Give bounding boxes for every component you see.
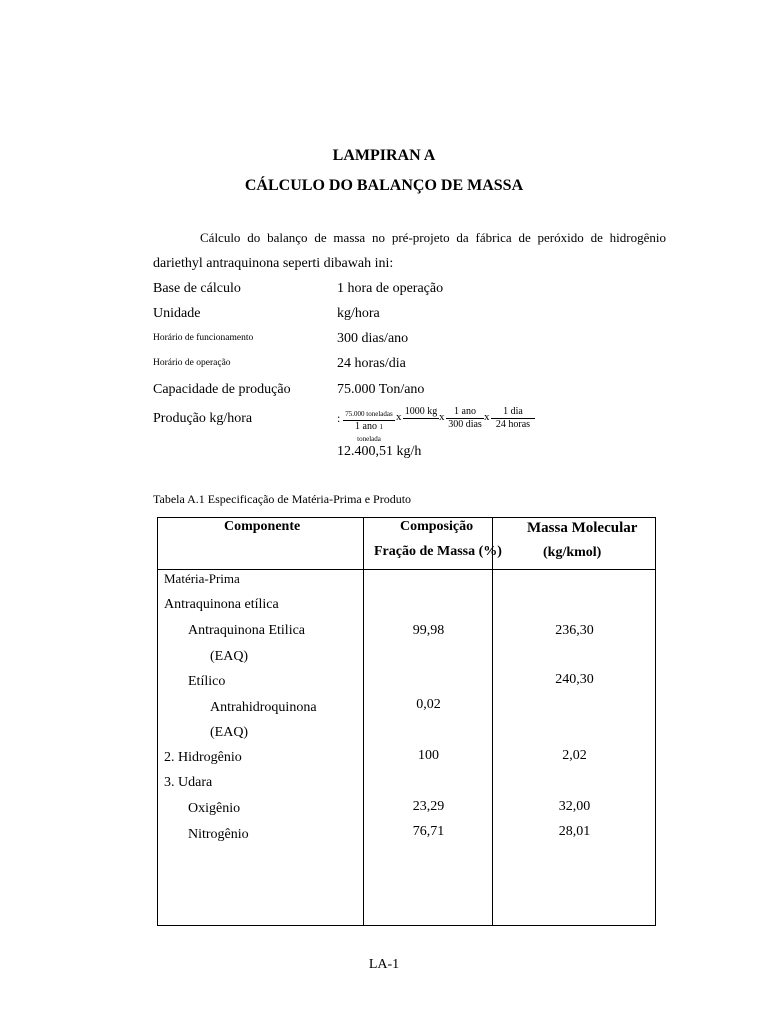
param-value-funcionamento: 300 dias/ano xyxy=(337,331,409,346)
massa-value: 240,30 xyxy=(555,672,594,687)
massa-column xyxy=(493,570,656,926)
fraction-capacity-den-b: 1 tonelada xyxy=(357,423,383,443)
list-item: Antrahidroquinona xyxy=(210,700,317,715)
intro-line-1: Cálculo do balanço de massa no pré-projeto da fábrica de peróxido de hidrogênio xyxy=(200,230,666,245)
intro-line-2: dariethyl antraquinona seperti dibawah ini: xyxy=(153,256,394,271)
fraction-days xyxy=(446,406,484,431)
list-item: (EAQ) xyxy=(210,725,249,740)
header-componente xyxy=(158,518,364,570)
header-composicao xyxy=(364,518,502,570)
page-title: LAMPIRAN A xyxy=(332,147,436,164)
page-number: LA-1 xyxy=(368,957,400,972)
header-massa-molecular xyxy=(493,518,656,570)
fraction-days-den: 300 dias xyxy=(448,419,482,430)
param-value-unidade: kg/hora xyxy=(337,306,380,321)
page-subtitle: CÁLCULO DO BALANÇO DE MASSA xyxy=(244,177,524,194)
param-label-base: Base de cálculo xyxy=(153,281,241,296)
multiply-sign-3: x xyxy=(484,411,490,423)
fraction-hours-num: 1 dia xyxy=(491,406,535,419)
componente-column xyxy=(158,570,364,926)
multiply-sign-2: x xyxy=(439,411,445,423)
fraction-hours xyxy=(491,406,535,431)
multiply-sign-1: x xyxy=(396,411,402,423)
composicao-column xyxy=(364,570,493,926)
massa-value: 28,01 xyxy=(558,824,591,839)
table-body-row xyxy=(158,570,656,926)
massa-value: 2,02 xyxy=(562,748,587,763)
list-item: (EAQ) xyxy=(210,649,249,664)
massa-value: 236,30 xyxy=(555,623,594,638)
fraction-kg xyxy=(403,406,439,431)
list-item: Nitrogênio xyxy=(188,827,249,842)
header-massa-line1: Massa Molecular xyxy=(527,520,638,536)
header-massa-line2: (kg/kmol) xyxy=(543,545,602,560)
list-item: Antraquinona Etilica xyxy=(188,623,306,638)
header-composicao-line2: Fração de Massa (%) xyxy=(374,544,502,559)
param-value-operacao: 24 horas/dia xyxy=(337,356,406,371)
fraction-hours-den: 24 horas xyxy=(495,419,531,430)
fraction-capacity-den-a: 1 ano xyxy=(355,421,377,432)
table-caption: Tabela A.1 Especificação de Matéria-Prima e Produto xyxy=(153,492,412,506)
header-componente-text: Componente xyxy=(224,519,301,534)
list-item: 2. Hidrogênio xyxy=(164,750,242,765)
param-label-unidade: Unidade xyxy=(153,306,201,321)
fraction-capacity-num: 75.000 toneladas xyxy=(343,408,395,421)
param-label-funcionamento: Horário de funcionamento xyxy=(153,333,254,343)
list-item: Matéria-Prima xyxy=(164,571,240,586)
massa-value: 32,00 xyxy=(558,799,591,814)
param-value-capacidade: 75.000 Ton/ano xyxy=(337,382,425,397)
param-label-operacao: Horário de operação xyxy=(153,358,231,368)
table-header-row xyxy=(158,518,656,570)
fraction-days-num: 1 ano xyxy=(446,406,484,419)
production-label: Produção kg/hora xyxy=(153,411,253,426)
header-composicao-line1: Composição xyxy=(400,519,474,534)
list-item: Antraquinona etílica xyxy=(164,597,279,612)
list-item: Oxigênio xyxy=(188,801,241,816)
list-item: 3. Udara xyxy=(164,775,213,790)
fraction-kg-num: 1000 kg xyxy=(404,406,438,417)
production-result: 12.400,51 kg/h xyxy=(337,444,422,459)
composicao-value: 0,02 xyxy=(416,697,441,712)
param-label-capacidade: Capacidade de produção xyxy=(153,382,291,397)
fraction-capacity xyxy=(343,408,395,445)
production-colon: : xyxy=(337,411,341,425)
composicao-value: 23,29 xyxy=(412,799,445,814)
param-value-base: 1 hora de operação xyxy=(337,281,444,296)
list-item: Etílico xyxy=(188,674,226,689)
composicao-value: 76,71 xyxy=(412,824,445,839)
composicao-value: 100 xyxy=(418,748,439,763)
specification-table xyxy=(157,517,656,926)
composicao-value: 99,98 xyxy=(412,623,445,638)
